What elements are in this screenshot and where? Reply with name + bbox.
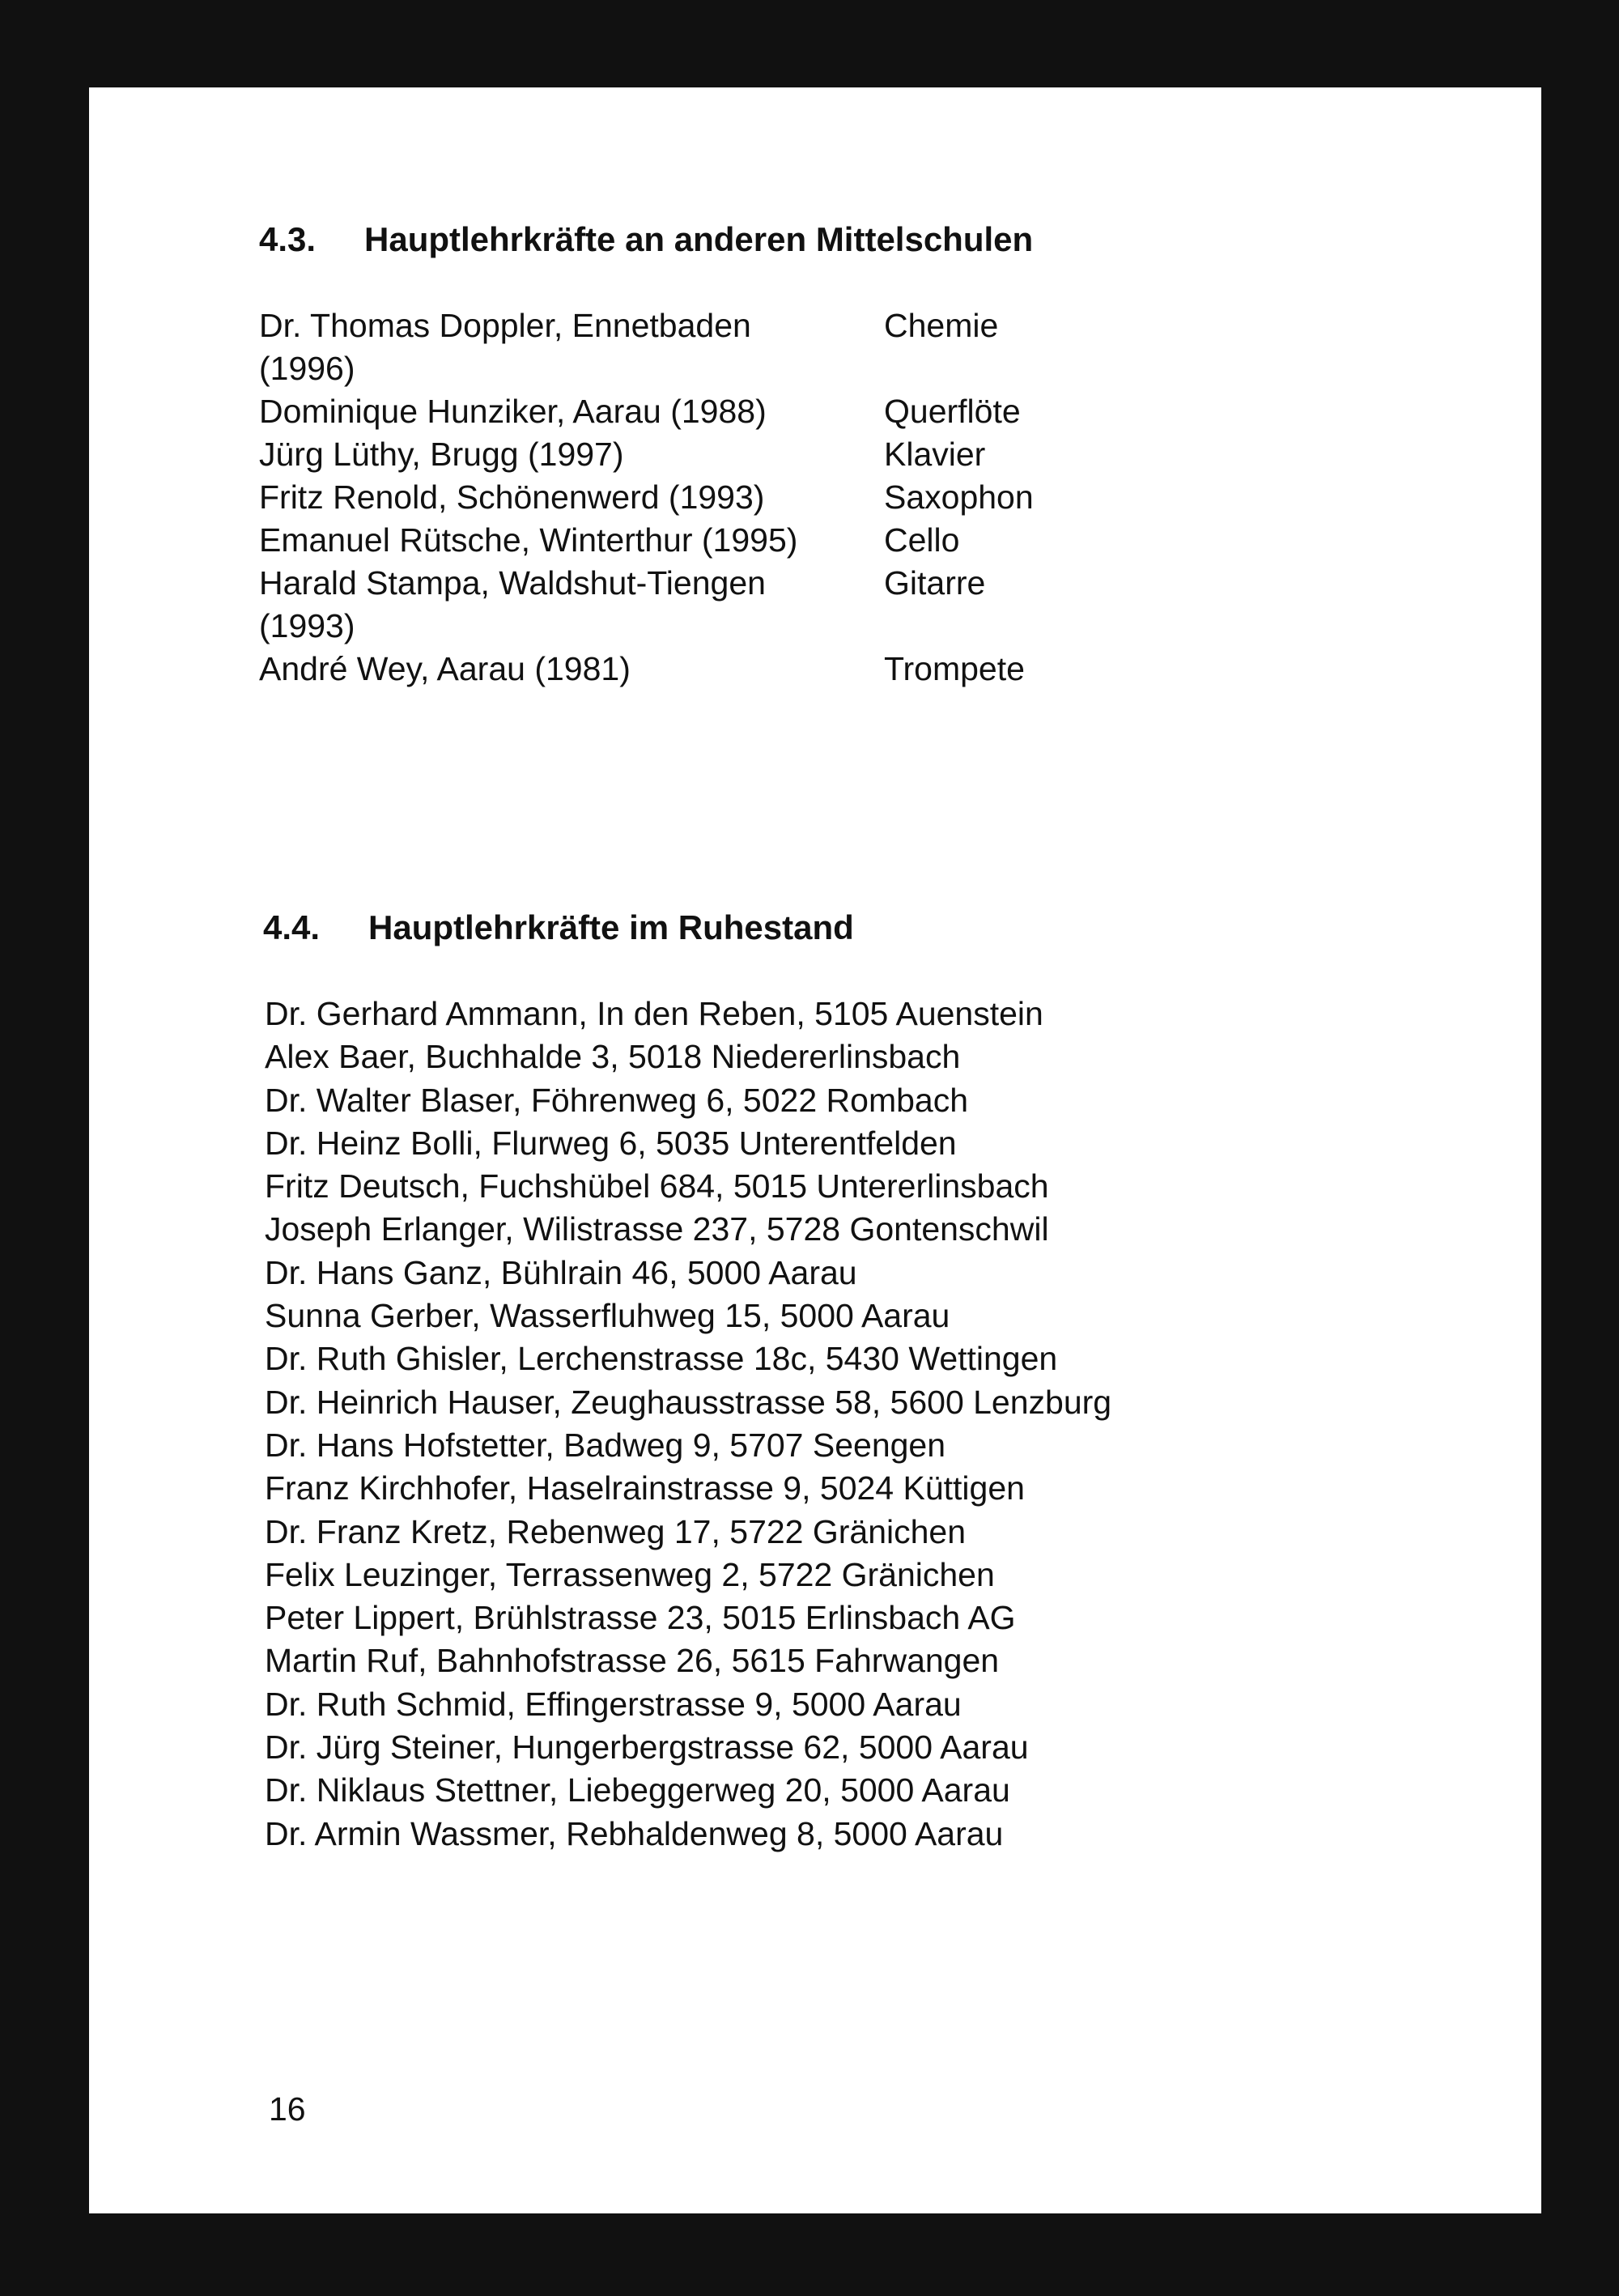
list-item: Dr. Walter Blaser, Föhrenweg 6, 5022 Rombach	[265, 1081, 969, 1119]
teacher-name: Dr. Thomas Doppler, Ennetbaden (1996)	[259, 307, 751, 387]
teacher-subject: Chemie	[884, 307, 999, 344]
list-item: Dr. Jürg Steiner, Hungerbergstrasse 62, 5000 Aarau	[265, 1728, 1029, 1767]
teacher-name: Jürg Lüthy, Brugg (1997)	[259, 436, 624, 473]
teacher-subject: Gitarre	[884, 564, 986, 602]
teacher-row	[259, 433, 1034, 476]
teacher-row	[259, 304, 1034, 390]
list-item: Sunna Gerber, Wasserfluhweg 15, 5000 Aarau	[265, 1297, 950, 1335]
teacher-subject: Saxophon	[884, 478, 1034, 516]
teacher-name: Emanuel Rütsche, Winterthur (1995)	[259, 521, 798, 559]
document-page	[89, 87, 1541, 2213]
list-item: Dr. Ruth Ghisler, Lerchenstrasse 18c, 5430 Wettingen	[265, 1340, 1058, 1378]
teacher-row	[259, 519, 1034, 562]
list-item: Joseph Erlanger, Wilistrasse 237, 5728 Gontenschwil	[265, 1210, 1049, 1248]
list-item: Martin Ruf, Bahnhofstrasse 26, 5615 Fahrwangen	[265, 1642, 1000, 1680]
teacher-row	[259, 562, 1034, 648]
page-number: 16	[269, 2090, 306, 2128]
list-item: Fritz Deutsch, Fuchshübel 684, 5015 Untererlinsbach	[265, 1167, 1049, 1205]
teacher-name: André Wey, Aarau (1981)	[259, 650, 631, 687]
section-number: 4.4.	[263, 908, 321, 946]
teacher-table	[259, 304, 1034, 691]
teacher-subject: Cello	[884, 521, 960, 559]
list-item: Franz Kirchhofer, Haselrainstrasse 9, 5024 Küttigen	[265, 1469, 1025, 1507]
retiree-list	[265, 993, 1111, 1856]
teacher-row	[259, 390, 1034, 433]
list-item: Dr. Ruth Schmid, Effingerstrasse 9, 5000 Aarau	[265, 1685, 962, 1723]
section-title: Hauptlehrkräfte an anderen Mittelschulen	[364, 220, 1034, 258]
list-item: Dr. Armin Wassmer, Rebhaldenweg 8, 5000 Aarau	[265, 1814, 1004, 1852]
teacher-row	[259, 476, 1034, 519]
section-heading-4-4	[263, 908, 854, 947]
list-item: Felix Leuzinger, Terrassenweg 2, 5722 Gränichen	[265, 1555, 995, 1593]
list-item: Dr. Niklaus Stettner, Liebeggerweg 20, 5000 Aarau	[265, 1771, 1010, 1809]
section-heading-4-3	[259, 220, 1033, 259]
list-item: Dr. Hans Hofstetter, Badweg 9, 5707 Seengen	[265, 1426, 946, 1464]
list-item: Alex Baer, Buchhalde 3, 5018 Niedererlinsbach	[265, 1038, 961, 1076]
list-item: Dr. Gerhard Ammann, In den Reben, 5105 Auenstein	[265, 995, 1043, 1032]
teacher-subject: Klavier	[884, 436, 986, 473]
teacher-name: Dominique Hunziker, Aarau (1988)	[259, 393, 767, 430]
section-number: 4.3.	[259, 220, 317, 258]
list-item: Dr. Franz Kretz, Rebenweg 17, 5722 Gränichen	[265, 1512, 967, 1550]
section-title: Hauptlehrkräfte im Ruhestand	[368, 908, 854, 946]
list-item: Dr. Heinrich Hauser, Zeughausstrasse 58, 5600 Lenzburg	[265, 1383, 1112, 1421]
teacher-subject: Querflöte	[884, 393, 1021, 430]
teacher-name: Fritz Renold, Schönenwerd (1993)	[259, 478, 765, 516]
teacher-subject: Trompete	[884, 650, 1025, 687]
list-item: Dr. Hans Ganz, Bühlrain 46, 5000 Aarau	[265, 1253, 857, 1291]
list-item: Dr. Heinz Bolli, Flurweg 6, 5035 Unterentfelden	[265, 1124, 957, 1162]
list-item: Peter Lippert, Brühlstrasse 23, 5015 Erlinsbach AG	[265, 1599, 1016, 1637]
teacher-name: Harald Stampa, Waldshut-Tiengen (1993)	[259, 564, 766, 644]
teacher-row	[259, 648, 1034, 691]
